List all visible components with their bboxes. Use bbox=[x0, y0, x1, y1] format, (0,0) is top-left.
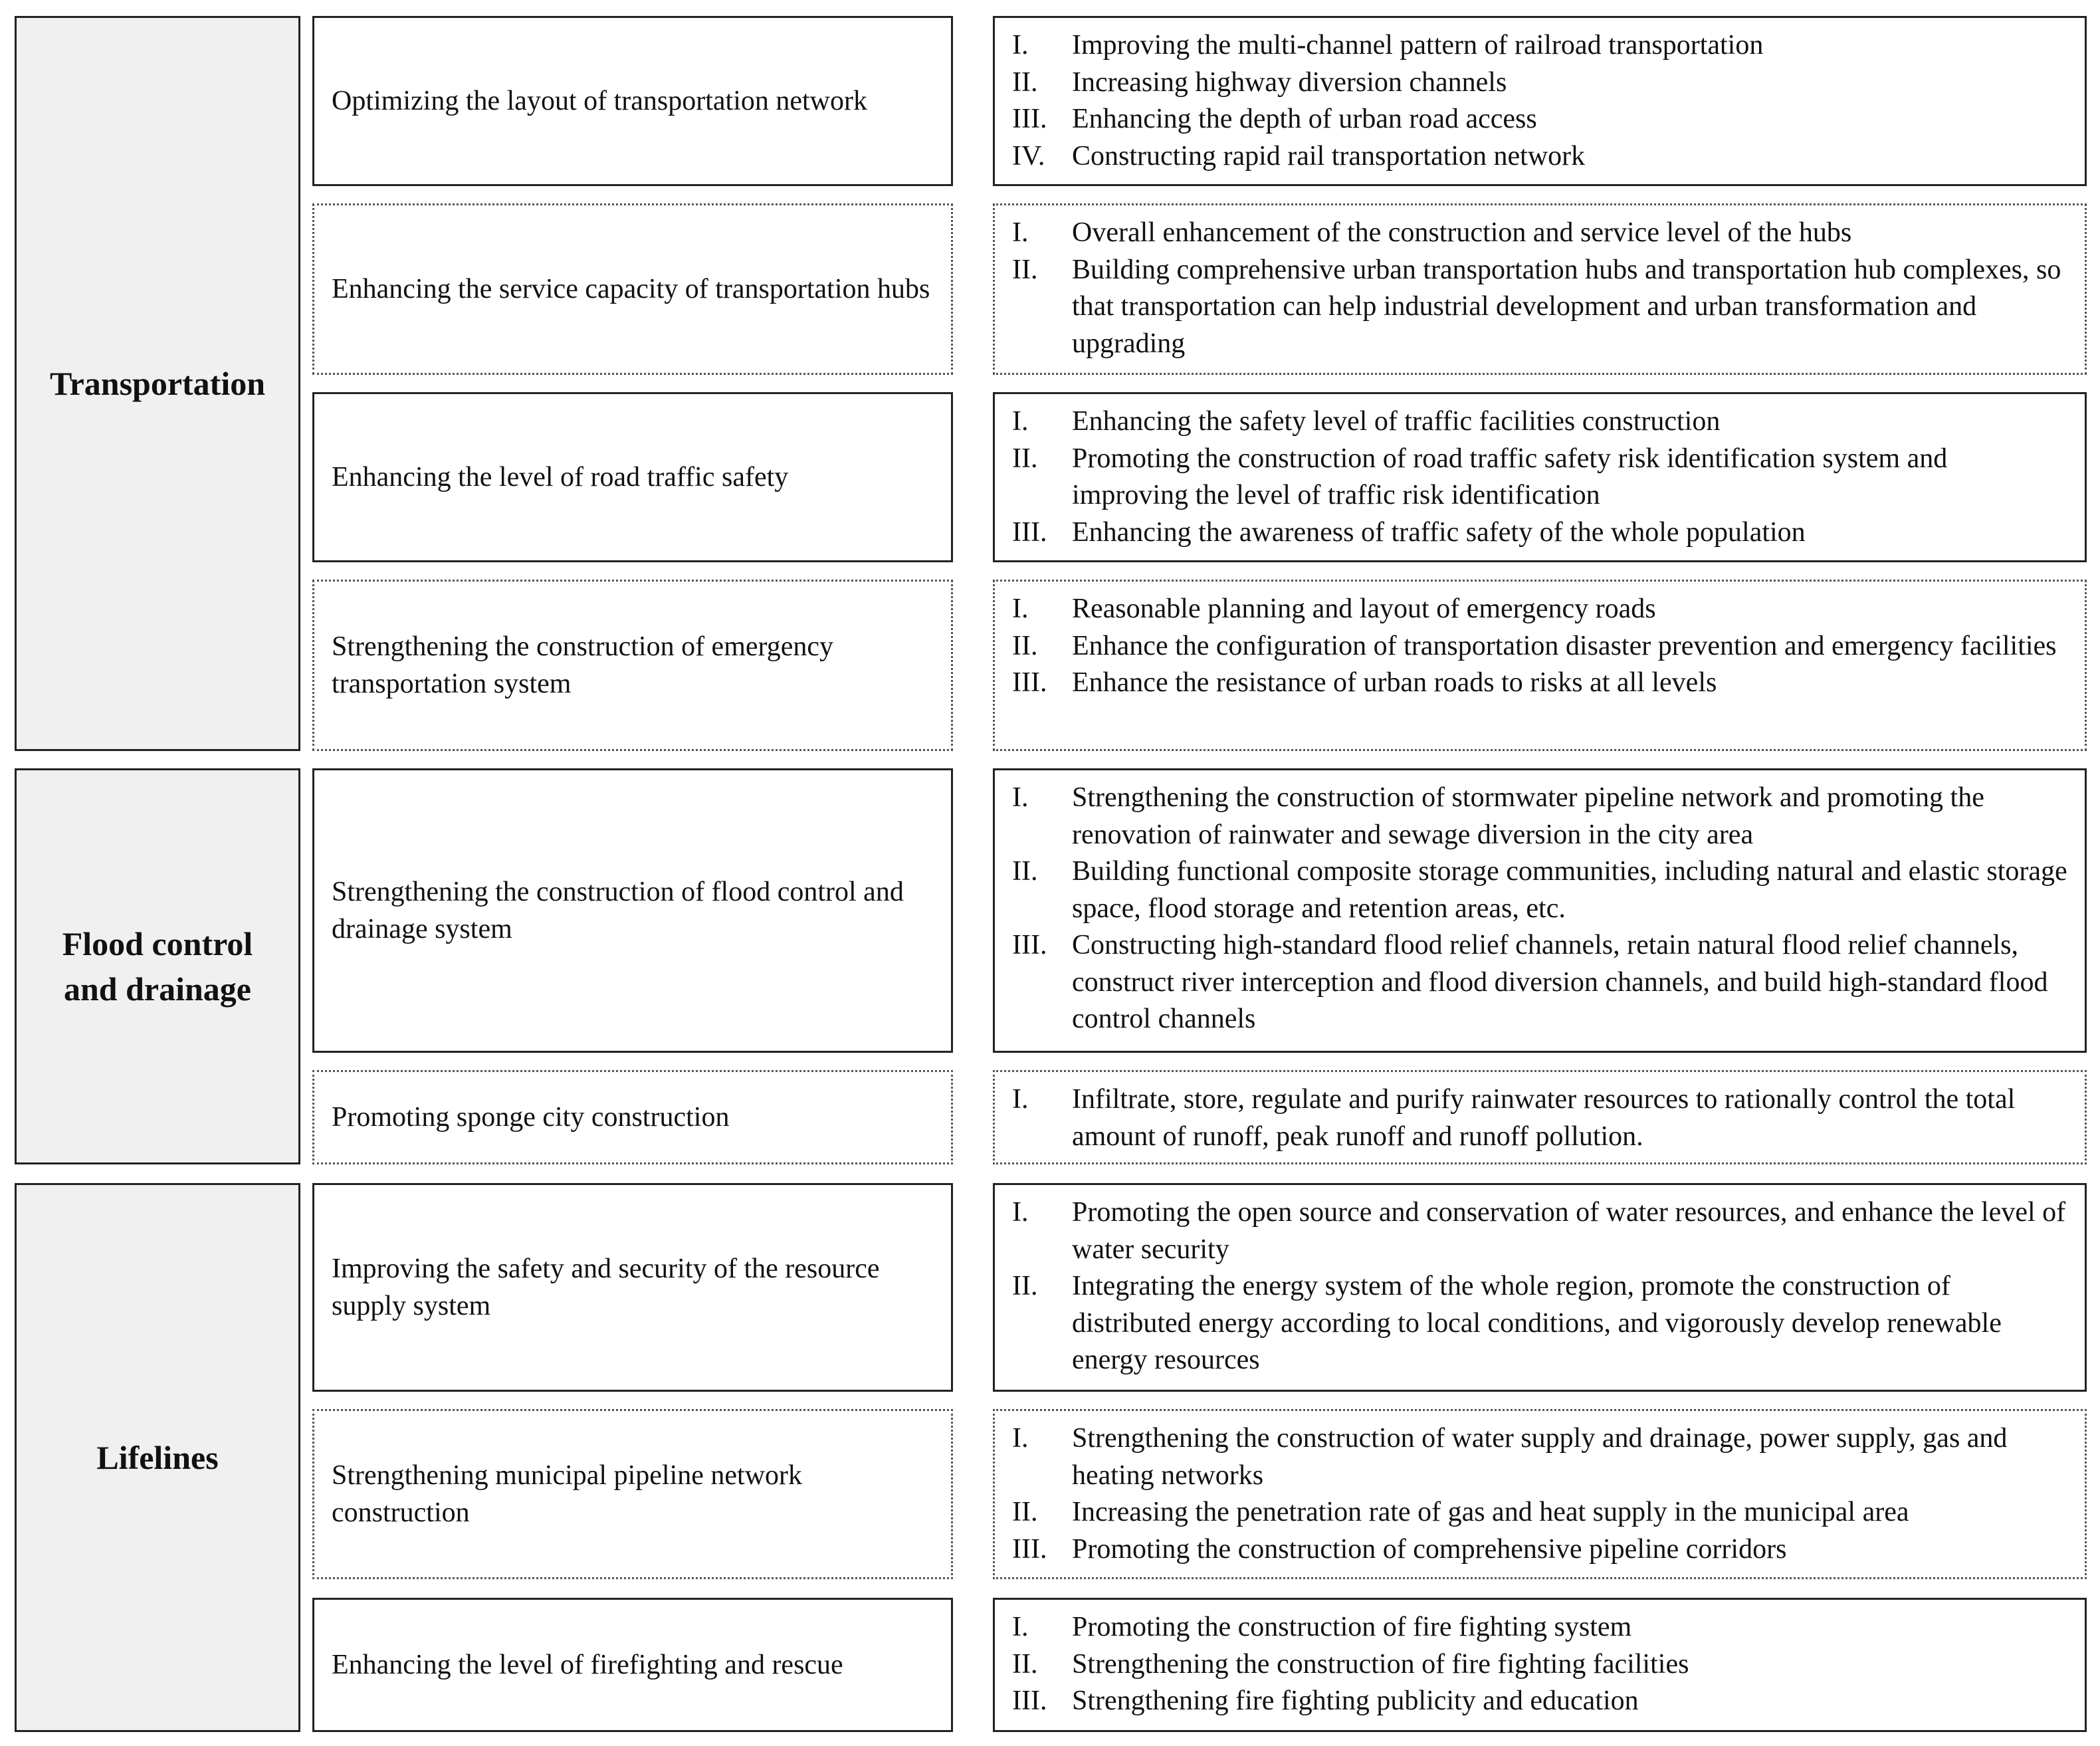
measure-number: I. bbox=[1012, 217, 1029, 248]
strategy-box bbox=[312, 1070, 953, 1164]
category-label: Lifelines bbox=[96, 1439, 219, 1476]
measure-item bbox=[1012, 1194, 2069, 1268]
strategy-box bbox=[312, 392, 953, 562]
measure-item bbox=[1012, 1683, 2069, 1720]
category-label: Transportation bbox=[49, 365, 266, 402]
strategy-box bbox=[312, 768, 953, 1053]
measure-text: Increasing the penetration rate of gas and heat supply in the municipal area bbox=[1072, 1497, 1909, 1527]
strategy-label: Promoting sponge city construction bbox=[332, 1102, 730, 1133]
measure-text: Strengthening the construction of water supply and drainage, power supply, gas and heating networks bbox=[1072, 1423, 2008, 1491]
strategy-box bbox=[312, 16, 953, 186]
measure-text: Constructing high-standard flood relief channels, retain natural flood relief channels, construct river interception and flood diversion channels, and build high-standard flood control channels bbox=[1072, 930, 2048, 1034]
measure-number: III. bbox=[1012, 667, 1047, 698]
measure-text: Building comprehensive urban transportation hubs and transportation hub complexes, so that transportation can help industrial development and urban transformation and upgrading bbox=[1072, 254, 2061, 359]
measure-text: Enhancing the awareness of traffic safety of the whole population bbox=[1072, 516, 1806, 548]
measure-number: III. bbox=[1012, 1686, 1047, 1716]
measure-text: Strengthening fire fighting publicity and education bbox=[1072, 1686, 1639, 1716]
measure-text: Promoting the construction of comprehensive pipeline corridors bbox=[1072, 1533, 1787, 1565]
measure-text: Promoting the construction of fire fighting system bbox=[1072, 1612, 1632, 1642]
measure-item bbox=[1012, 927, 2069, 1038]
strategy-label: Enhancing the service capacity of transportation hubs bbox=[332, 274, 930, 304]
measure-item bbox=[1012, 514, 2069, 552]
measure-text: Improving the multi-channel pattern of railroad transportation bbox=[1072, 30, 1764, 60]
measure-text: Enhancing the safety level of traffic facilities construction bbox=[1072, 406, 1721, 437]
measure-item bbox=[1012, 1646, 2069, 1684]
measures-box bbox=[993, 580, 2087, 751]
measure-item bbox=[1012, 1609, 2069, 1646]
strategy-label: Strengthening the construction of emergency transportation system bbox=[332, 631, 834, 699]
measure-number: IV. bbox=[1012, 140, 1045, 171]
measure-number: III. bbox=[1012, 930, 1047, 960]
strategy-label: Strengthening municipal pipeline network construction bbox=[332, 1460, 803, 1528]
measures-box bbox=[993, 203, 2087, 375]
measure-item bbox=[1012, 138, 2069, 175]
measure-number: II. bbox=[1012, 856, 1038, 887]
measures-box bbox=[993, 1598, 2087, 1732]
measure-item bbox=[1012, 27, 2069, 64]
category-lifelines bbox=[15, 1183, 300, 1732]
measure-text: Strengthening the construction of fire fighting facilities bbox=[1072, 1648, 1689, 1680]
measure-text: Reasonable planning and layout of emergency roads bbox=[1072, 594, 1656, 624]
measure-number: II. bbox=[1012, 254, 1038, 285]
strategy-box bbox=[312, 1409, 953, 1579]
measure-number: III. bbox=[1012, 516, 1047, 548]
measure-item bbox=[1012, 665, 2069, 702]
measure-number: II. bbox=[1012, 1648, 1038, 1680]
measure-number: I. bbox=[1012, 1197, 1029, 1228]
measure-number: II. bbox=[1012, 443, 1038, 474]
strategy-box bbox=[312, 203, 953, 375]
measures-box bbox=[993, 392, 2087, 562]
measure-text: Promoting the open source and conservation of water resources, and enhance the level of water security bbox=[1072, 1197, 2066, 1265]
measure-text: Promoting the construction of road traffic safety risk identification system and improving the level of traffic risk identification bbox=[1072, 443, 1948, 510]
measure-text: Increasing highway diversion channels bbox=[1072, 66, 1507, 98]
measure-item bbox=[1012, 1420, 2069, 1494]
measure-text: Overall enhancement of the construction and service level of the hubs bbox=[1072, 217, 1852, 248]
measure-item bbox=[1012, 591, 2069, 628]
measure-number: II. bbox=[1012, 630, 1038, 661]
measure-number: I. bbox=[1012, 594, 1029, 624]
category-label: Flood control and drainage bbox=[62, 925, 253, 1008]
strategy-label: Enhancing the level of road traffic safety bbox=[332, 462, 789, 492]
measure-item bbox=[1012, 64, 2069, 102]
measure-number: I. bbox=[1012, 406, 1029, 437]
strategy-label: Optimizing the layout of transportation network bbox=[332, 86, 867, 116]
measure-item bbox=[1012, 403, 2069, 441]
measure-item bbox=[1012, 441, 2069, 514]
measure-item bbox=[1012, 853, 2069, 927]
measures-box bbox=[993, 1070, 2087, 1164]
measure-text: Building functional composite storage communities, including natural and elastic storage space, flood storage and retention areas, etc. bbox=[1072, 856, 2067, 924]
measure-number: II. bbox=[1012, 1497, 1038, 1527]
measure-item bbox=[1012, 101, 2069, 138]
strategy-box bbox=[312, 1183, 953, 1392]
measure-item bbox=[1012, 1081, 2069, 1155]
measure-text: Enhance the configuration of transportation disaster prevention and emergency facilities bbox=[1072, 630, 2057, 661]
measures-box bbox=[993, 1183, 2087, 1392]
measure-item bbox=[1012, 780, 2069, 853]
category-transportation bbox=[15, 16, 300, 751]
category-flood-control bbox=[15, 768, 300, 1164]
measures-box bbox=[993, 1409, 2087, 1579]
measures-box bbox=[993, 768, 2087, 1053]
measure-number: II. bbox=[1012, 1271, 1038, 1301]
measure-text: Enhance the resistance of urban roads to risks at all levels bbox=[1072, 667, 1717, 698]
measure-item bbox=[1012, 215, 2069, 252]
strategy-box bbox=[312, 1598, 953, 1732]
measure-text: Infiltrate, store, regulate and purify rainwater resources to rationally control the total amount of runoff, peak runoff and runoff pollution. bbox=[1072, 1084, 2016, 1152]
measure-number: I. bbox=[1012, 30, 1029, 60]
strategy-label: Improving the safety and security of the resource supply system bbox=[332, 1254, 880, 1321]
measure-item bbox=[1012, 1494, 2069, 1531]
measure-text: Enhancing the depth of urban road access bbox=[1072, 104, 1537, 134]
strategy-label: Enhancing the level of firefighting and rescue bbox=[332, 1650, 843, 1680]
measure-text: Constructing rapid rail transportation network bbox=[1072, 140, 1586, 171]
measure-text: Strengthening the construction of stormwater pipeline network and promoting the renovation of rainwater and sewage diversion in the city area bbox=[1072, 782, 1984, 850]
measure-number: III. bbox=[1012, 104, 1047, 134]
measures-box bbox=[993, 16, 2087, 186]
measure-number: I. bbox=[1012, 782, 1029, 813]
measure-number: I. bbox=[1012, 1423, 1029, 1454]
measure-number: I. bbox=[1012, 1612, 1029, 1642]
measure-number: III. bbox=[1012, 1533, 1047, 1565]
measure-text: Integrating the energy system of the whole region, promote the construction of distributed energy according to local conditions, and vigorously develop renewable energy resources bbox=[1072, 1271, 2002, 1375]
measure-item bbox=[1012, 1531, 2069, 1569]
strategy-label: Strengthening the construction of flood control and drainage system bbox=[332, 877, 904, 944]
measure-number: I. bbox=[1012, 1084, 1029, 1115]
measure-number: II. bbox=[1012, 66, 1038, 98]
measure-item bbox=[1012, 252, 2069, 363]
measure-item bbox=[1012, 628, 2069, 665]
measure-item bbox=[1012, 1268, 2069, 1379]
strategy-box bbox=[312, 580, 953, 751]
